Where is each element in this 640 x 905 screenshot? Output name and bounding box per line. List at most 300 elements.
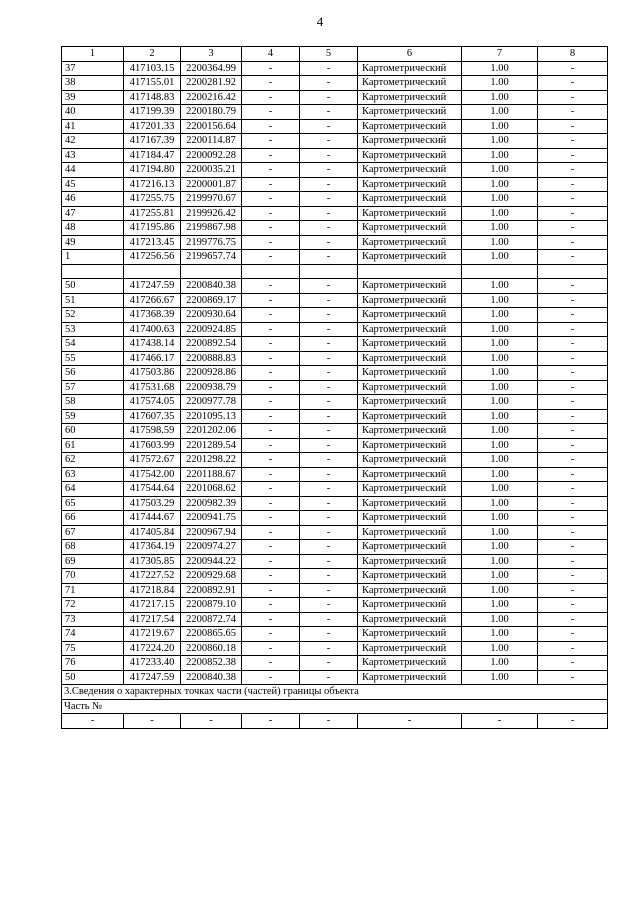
cell-coord-x: 417247.59 bbox=[124, 670, 181, 685]
cell-method: Картометрический bbox=[358, 641, 462, 656]
cell-point-number: 59 bbox=[62, 409, 124, 424]
cell-point-number: 67 bbox=[62, 525, 124, 540]
cell-col-5: - bbox=[300, 337, 358, 352]
cell-point-number: 43 bbox=[62, 148, 124, 163]
cell-point-number: 45 bbox=[62, 177, 124, 192]
cell-method: Картометрический bbox=[358, 525, 462, 540]
table-row bbox=[62, 105, 608, 120]
cell-coord-x: 417199.39 bbox=[124, 105, 181, 120]
cell-accuracy: 1.00 bbox=[462, 525, 538, 540]
cell-method: Картометрический bbox=[358, 583, 462, 598]
cell-point-number: 42 bbox=[62, 134, 124, 149]
cell-accuracy: 1.00 bbox=[462, 192, 538, 207]
cell-col-8: - bbox=[538, 148, 608, 163]
cell-point-number: 56 bbox=[62, 366, 124, 381]
cell-point-number: 51 bbox=[62, 293, 124, 308]
cell-coord-y: 2201068.62 bbox=[181, 482, 242, 497]
cell-col-8: - bbox=[538, 482, 608, 497]
cell-point-number: 49 bbox=[62, 235, 124, 250]
cell-col-5: - bbox=[300, 656, 358, 671]
cell-col-5: - bbox=[300, 134, 358, 149]
cell-coord-x: 417155.01 bbox=[124, 76, 181, 91]
part-number-label: Часть № bbox=[62, 699, 608, 714]
cell-accuracy: 1.00 bbox=[462, 627, 538, 642]
cell-col-5: - bbox=[300, 105, 358, 120]
cell-method: Картометрический bbox=[358, 250, 462, 265]
cell-coord-y: 2200092.28 bbox=[181, 148, 242, 163]
table-row bbox=[62, 525, 608, 540]
cell-accuracy: 1.00 bbox=[462, 482, 538, 497]
cell-coord-y: 2201298.22 bbox=[181, 453, 242, 468]
cell-coord-x: - bbox=[124, 714, 181, 729]
table-row bbox=[62, 177, 608, 192]
cell-method: Картометрический bbox=[358, 656, 462, 671]
cell-col-5: - bbox=[300, 293, 358, 308]
cell-col-8: - bbox=[538, 308, 608, 323]
cell-coord-x: 417544.64 bbox=[124, 482, 181, 497]
table-row bbox=[62, 670, 608, 685]
cell-col-5: - bbox=[300, 351, 358, 366]
cell-col-5: - bbox=[300, 61, 358, 76]
cell-coord-x: 417603.99 bbox=[124, 438, 181, 453]
separator-row bbox=[62, 264, 608, 279]
section-3-title-row bbox=[62, 685, 608, 700]
cell-accuracy: 1.00 bbox=[462, 134, 538, 149]
cell-coord-x: 417503.29 bbox=[124, 496, 181, 511]
cell-point-number: 50 bbox=[62, 670, 124, 685]
cell-coord-x: 417217.15 bbox=[124, 598, 181, 613]
cell-coord-y: 2200865.65 bbox=[181, 627, 242, 642]
cell-col-4: - bbox=[242, 511, 300, 526]
cell-accuracy: 1.00 bbox=[462, 496, 538, 511]
cell-coord-x: 417574.05 bbox=[124, 395, 181, 410]
cell-method: Картометрический bbox=[358, 453, 462, 468]
cell-col-4: - bbox=[242, 206, 300, 221]
cell-col-8: - bbox=[538, 192, 608, 207]
cell-col-5: - bbox=[300, 235, 358, 250]
cell-col-8: - bbox=[538, 540, 608, 555]
cell-point-number: 63 bbox=[62, 467, 124, 482]
cell-coord-y: 2200869.17 bbox=[181, 293, 242, 308]
cell-point-number: 73 bbox=[62, 612, 124, 627]
cell-point-number: 37 bbox=[62, 61, 124, 76]
cell-coord-y: 2200860.18 bbox=[181, 641, 242, 656]
cell-coord-x: 417438.14 bbox=[124, 337, 181, 352]
cell-col-4: - bbox=[242, 221, 300, 236]
cell-method: Картометрический bbox=[358, 395, 462, 410]
cell-accuracy: 1.00 bbox=[462, 148, 538, 163]
empty-cell bbox=[300, 264, 358, 279]
cell-col-8: - bbox=[538, 76, 608, 91]
table-row bbox=[62, 90, 608, 105]
cell-coord-x: 417444.67 bbox=[124, 511, 181, 526]
cell-col-5: - bbox=[300, 641, 358, 656]
cell-point-number: 60 bbox=[62, 424, 124, 439]
table-row bbox=[62, 598, 608, 613]
cell-accuracy: 1.00 bbox=[462, 395, 538, 410]
cell-col-4: - bbox=[242, 670, 300, 685]
cell-coord-y: 2200216.42 bbox=[181, 90, 242, 105]
table-row bbox=[62, 569, 608, 584]
cell-accuracy: 1.00 bbox=[462, 511, 538, 526]
cell-accuracy: 1.00 bbox=[462, 656, 538, 671]
cell-col-8: - bbox=[538, 467, 608, 482]
cell-coord-y: 2199970.67 bbox=[181, 192, 242, 207]
cell-point-number: 47 bbox=[62, 206, 124, 221]
cell-point-number: 62 bbox=[62, 453, 124, 468]
cell-accuracy: 1.00 bbox=[462, 612, 538, 627]
cell-point-number: 70 bbox=[62, 569, 124, 584]
cell-col-4: - bbox=[242, 351, 300, 366]
section-3-title: 3.Сведения о характерных точках части (частей) границы объекта bbox=[62, 685, 608, 700]
cell-coord-x: 417400.63 bbox=[124, 322, 181, 337]
cell-col-8: 8 bbox=[538, 47, 608, 62]
cell-col-8: - bbox=[538, 206, 608, 221]
cell-col-5: - bbox=[300, 540, 358, 555]
cell-accuracy: 1.00 bbox=[462, 105, 538, 120]
cell-coord-x: 417218.84 bbox=[124, 583, 181, 598]
cell-accuracy: - bbox=[462, 714, 538, 729]
table-row bbox=[62, 395, 608, 410]
cell-col-4: - bbox=[242, 467, 300, 482]
cell-col-5: - bbox=[300, 583, 358, 598]
cell-method: Картометрический bbox=[358, 511, 462, 526]
table-header-row bbox=[62, 47, 608, 62]
cell-accuracy: 1.00 bbox=[462, 540, 538, 555]
cell-point-number: 54 bbox=[62, 337, 124, 352]
cell-col-4: 4 bbox=[242, 47, 300, 62]
empty-cell bbox=[124, 264, 181, 279]
cell-col-5: - bbox=[300, 380, 358, 395]
cell-coord-y: 2200967.94 bbox=[181, 525, 242, 540]
cell-coord-y: 2200872.74 bbox=[181, 612, 242, 627]
cell-col-5: - bbox=[300, 525, 358, 540]
cell-col-4: - bbox=[242, 148, 300, 163]
cell-col-5: - bbox=[300, 511, 358, 526]
cell-col-4: - bbox=[242, 612, 300, 627]
cell-col-5: - bbox=[300, 569, 358, 584]
cell-col-4: - bbox=[242, 134, 300, 149]
cell-coord-x: 417217.54 bbox=[124, 612, 181, 627]
cell-method: Картометрический bbox=[358, 90, 462, 105]
cell-col-8: - bbox=[538, 119, 608, 134]
cell-coord-x: 417148.83 bbox=[124, 90, 181, 105]
cell-coord-x: 417542.00 bbox=[124, 467, 181, 482]
cell-col-4: - bbox=[242, 453, 300, 468]
cell-point-number: 75 bbox=[62, 641, 124, 656]
cell-method: Картометрический bbox=[358, 235, 462, 250]
table-row bbox=[62, 612, 608, 627]
cell-point-number: 38 bbox=[62, 76, 124, 91]
cell-col-8: - bbox=[538, 90, 608, 105]
cell-point-number: - bbox=[62, 714, 124, 729]
cell-col-5: - bbox=[300, 279, 358, 294]
table-row bbox=[62, 134, 608, 149]
cell-col-5: - bbox=[300, 148, 358, 163]
page-number: 4 bbox=[316, 14, 324, 29]
cell-point-number: 52 bbox=[62, 308, 124, 323]
cell-method: Картометрический bbox=[358, 467, 462, 482]
cell-col-4: - bbox=[242, 250, 300, 265]
cell-point-number: 66 bbox=[62, 511, 124, 526]
cell-col-8: - bbox=[538, 250, 608, 265]
cell-col-8: - bbox=[538, 511, 608, 526]
cell-col-8: - bbox=[538, 235, 608, 250]
cell-method: Картометрический bbox=[358, 221, 462, 236]
cell-coord-y: 2201202.06 bbox=[181, 424, 242, 439]
cell-accuracy: 1.00 bbox=[462, 119, 538, 134]
cell-method: Картометрический bbox=[358, 279, 462, 294]
cell-accuracy: 1.00 bbox=[462, 61, 538, 76]
cell-point-number: 76 bbox=[62, 656, 124, 671]
cell-coord-x: 417255.81 bbox=[124, 206, 181, 221]
cell-col-8: - bbox=[538, 656, 608, 671]
cell-col-4: - bbox=[242, 395, 300, 410]
cell-col-4: - bbox=[242, 308, 300, 323]
cell-col-4: - bbox=[242, 279, 300, 294]
cell-col-4: - bbox=[242, 322, 300, 337]
cell-col-4: - bbox=[242, 598, 300, 613]
cell-col-4: - bbox=[242, 105, 300, 120]
cell-method: Картометрический bbox=[358, 351, 462, 366]
cell-col-4: - bbox=[242, 656, 300, 671]
cell-col-8: - bbox=[538, 714, 608, 729]
coordinates-table bbox=[61, 46, 608, 729]
cell-col-8: - bbox=[538, 279, 608, 294]
cell-col-5: 5 bbox=[300, 47, 358, 62]
cell-point-number: 64 bbox=[62, 482, 124, 497]
part-number-label-row bbox=[62, 699, 608, 714]
cell-coord-x: 417503.86 bbox=[124, 366, 181, 381]
cell-coord-x: 417607.35 bbox=[124, 409, 181, 424]
cell-accuracy: 1.00 bbox=[462, 235, 538, 250]
cell-col-5: - bbox=[300, 192, 358, 207]
cell-method: Картометрический bbox=[358, 366, 462, 381]
cell-col-8: - bbox=[538, 366, 608, 381]
empty-cell bbox=[462, 264, 538, 279]
cell-accuracy: 1.00 bbox=[462, 177, 538, 192]
cell-col-8: - bbox=[538, 496, 608, 511]
cell-col-4: - bbox=[242, 525, 300, 540]
cell-col-5: - bbox=[300, 90, 358, 105]
cell-col-8: - bbox=[538, 163, 608, 178]
cell-col-8: - bbox=[538, 134, 608, 149]
cell-method: Картометрический bbox=[358, 409, 462, 424]
cell-col-8: - bbox=[538, 525, 608, 540]
table-row bbox=[62, 366, 608, 381]
table-row bbox=[62, 221, 608, 236]
cell-coord-x: 2 bbox=[124, 47, 181, 62]
cell-accuracy: 1.00 bbox=[462, 598, 538, 613]
cell-method: Картометрический bbox=[358, 612, 462, 627]
table-row bbox=[62, 409, 608, 424]
cell-method: Картометрический bbox=[358, 337, 462, 352]
cell-col-8: - bbox=[538, 221, 608, 236]
cell-accuracy: 1.00 bbox=[462, 467, 538, 482]
cell-coord-x: 417227.52 bbox=[124, 569, 181, 584]
table-row bbox=[62, 163, 608, 178]
table-row bbox=[62, 322, 608, 337]
cell-col-5: - bbox=[300, 453, 358, 468]
cell-col-4: - bbox=[242, 496, 300, 511]
cell-col-5: - bbox=[300, 221, 358, 236]
cell-col-8: - bbox=[538, 598, 608, 613]
cell-col-4: - bbox=[242, 293, 300, 308]
table-row bbox=[62, 119, 608, 134]
cell-coord-y: 2201289.54 bbox=[181, 438, 242, 453]
table-row bbox=[62, 337, 608, 352]
table-row bbox=[62, 482, 608, 497]
cell-coord-y: 3 bbox=[181, 47, 242, 62]
cell-coord-y: 2200001.87 bbox=[181, 177, 242, 192]
cell-coord-y: 2200938.79 bbox=[181, 380, 242, 395]
cell-method: Картометрический bbox=[358, 134, 462, 149]
cell-point-number: 41 bbox=[62, 119, 124, 134]
cell-point-number: 65 bbox=[62, 496, 124, 511]
cell-col-8: - bbox=[538, 438, 608, 453]
cell-method: Картометрический bbox=[358, 569, 462, 584]
cell-col-8: - bbox=[538, 337, 608, 352]
cell-accuracy: 1.00 bbox=[462, 337, 538, 352]
cell-col-4: - bbox=[242, 76, 300, 91]
cell-accuracy: 1.00 bbox=[462, 453, 538, 468]
table-row bbox=[62, 627, 608, 642]
cell-method: Картометрический bbox=[358, 496, 462, 511]
cell-coord-y: - bbox=[181, 714, 242, 729]
cell-coord-x: 417167.39 bbox=[124, 134, 181, 149]
cell-col-4: - bbox=[242, 61, 300, 76]
cell-col-4: - bbox=[242, 424, 300, 439]
cell-point-number: 46 bbox=[62, 192, 124, 207]
cell-method: Картометрический bbox=[358, 670, 462, 685]
cell-method: Картометрический bbox=[358, 148, 462, 163]
cell-accuracy: 1.00 bbox=[462, 641, 538, 656]
cell-coord-y: 2200364.99 bbox=[181, 61, 242, 76]
cell-method: 6 bbox=[358, 47, 462, 62]
cell-accuracy: 1.00 bbox=[462, 670, 538, 685]
table-row bbox=[62, 61, 608, 76]
cell-method: Картометрический bbox=[358, 554, 462, 569]
cell-coord-x: 417572.67 bbox=[124, 453, 181, 468]
table-row bbox=[62, 540, 608, 555]
empty-cell bbox=[62, 264, 124, 279]
cell-col-4: - bbox=[242, 163, 300, 178]
cell-method: Картометрический bbox=[358, 482, 462, 497]
table-row bbox=[62, 554, 608, 569]
table-row bbox=[62, 467, 608, 482]
table-row bbox=[62, 438, 608, 453]
table-row bbox=[62, 511, 608, 526]
cell-col-8: - bbox=[538, 627, 608, 642]
cell-col-8: - bbox=[538, 395, 608, 410]
cell-accuracy: 1.00 bbox=[462, 279, 538, 294]
cell-point-number: 55 bbox=[62, 351, 124, 366]
cell-method: Картометрический bbox=[358, 119, 462, 134]
table-row bbox=[62, 583, 608, 598]
cell-point-number: 39 bbox=[62, 90, 124, 105]
cell-accuracy: 1.00 bbox=[462, 293, 538, 308]
cell-col-4: - bbox=[242, 409, 300, 424]
cell-coord-y: 2200840.38 bbox=[181, 670, 242, 685]
cell-accuracy: 1.00 bbox=[462, 308, 538, 323]
cell-col-5: - bbox=[300, 163, 358, 178]
cell-col-5: - bbox=[300, 438, 358, 453]
cell-method: Картометрический bbox=[358, 322, 462, 337]
cell-col-5: - bbox=[300, 395, 358, 410]
cell-point-number: 58 bbox=[62, 395, 124, 410]
empty-cell bbox=[358, 264, 462, 279]
table-row bbox=[62, 308, 608, 323]
cell-coord-x: 417194.80 bbox=[124, 163, 181, 178]
table-row bbox=[62, 76, 608, 91]
table-row bbox=[62, 235, 608, 250]
cell-col-4: - bbox=[242, 583, 300, 598]
cell-method: Картометрический bbox=[358, 163, 462, 178]
cell-coord-y: 2200977.78 bbox=[181, 395, 242, 410]
cell-point-number: 44 bbox=[62, 163, 124, 178]
cell-coord-y: 2200879.10 bbox=[181, 598, 242, 613]
cell-coord-y: 2200114.87 bbox=[181, 134, 242, 149]
cell-col-5: - bbox=[300, 409, 358, 424]
cell-col-5: - bbox=[300, 119, 358, 134]
cell-col-8: - bbox=[538, 641, 608, 656]
cell-coord-x: 417305.85 bbox=[124, 554, 181, 569]
cell-accuracy: 1.00 bbox=[462, 76, 538, 91]
table-row bbox=[62, 192, 608, 207]
cell-col-5: - bbox=[300, 612, 358, 627]
cell-coord-y: 2200930.64 bbox=[181, 308, 242, 323]
table-row bbox=[62, 351, 608, 366]
cell-point-number: 40 bbox=[62, 105, 124, 120]
table-row bbox=[62, 250, 608, 265]
cell-coord-y: 2200892.54 bbox=[181, 337, 242, 352]
cell-coord-y: 2199776.75 bbox=[181, 235, 242, 250]
table-row bbox=[62, 496, 608, 511]
cell-point-number: 71 bbox=[62, 583, 124, 598]
cell-method: Картометрический bbox=[358, 424, 462, 439]
cell-coord-x: 417266.67 bbox=[124, 293, 181, 308]
cell-method: Картометрический bbox=[358, 540, 462, 555]
cell-col-8: - bbox=[538, 569, 608, 584]
cell-coord-x: 417466.17 bbox=[124, 351, 181, 366]
cell-accuracy: 1.00 bbox=[462, 569, 538, 584]
table-row bbox=[62, 148, 608, 163]
cell-col-4: - bbox=[242, 554, 300, 569]
cell-col-8: - bbox=[538, 424, 608, 439]
cell-col-8: - bbox=[538, 409, 608, 424]
cell-method: Картометрический bbox=[358, 61, 462, 76]
cell-coord-x: 417531.68 bbox=[124, 380, 181, 395]
cell-accuracy: 1.00 bbox=[462, 206, 538, 221]
table-row bbox=[62, 424, 608, 439]
cell-accuracy: 1.00 bbox=[462, 554, 538, 569]
cell-col-4: - bbox=[242, 482, 300, 497]
cell-coord-x: 417255.75 bbox=[124, 192, 181, 207]
cell-coord-x: 417219.67 bbox=[124, 627, 181, 642]
cell-col-5: - bbox=[300, 76, 358, 91]
cell-col-5: - bbox=[300, 322, 358, 337]
empty-cell bbox=[242, 264, 300, 279]
cell-coord-y: 2200892.91 bbox=[181, 583, 242, 598]
cell-col-4: - bbox=[242, 641, 300, 656]
cell-col-5: - bbox=[300, 496, 358, 511]
cell-col-5: - bbox=[300, 366, 358, 381]
cell-col-8: - bbox=[538, 554, 608, 569]
cell-accuracy: 1.00 bbox=[462, 90, 538, 105]
cell-coord-x: 417184.47 bbox=[124, 148, 181, 163]
cell-col-4: - bbox=[242, 119, 300, 134]
cell-col-8: - bbox=[538, 612, 608, 627]
